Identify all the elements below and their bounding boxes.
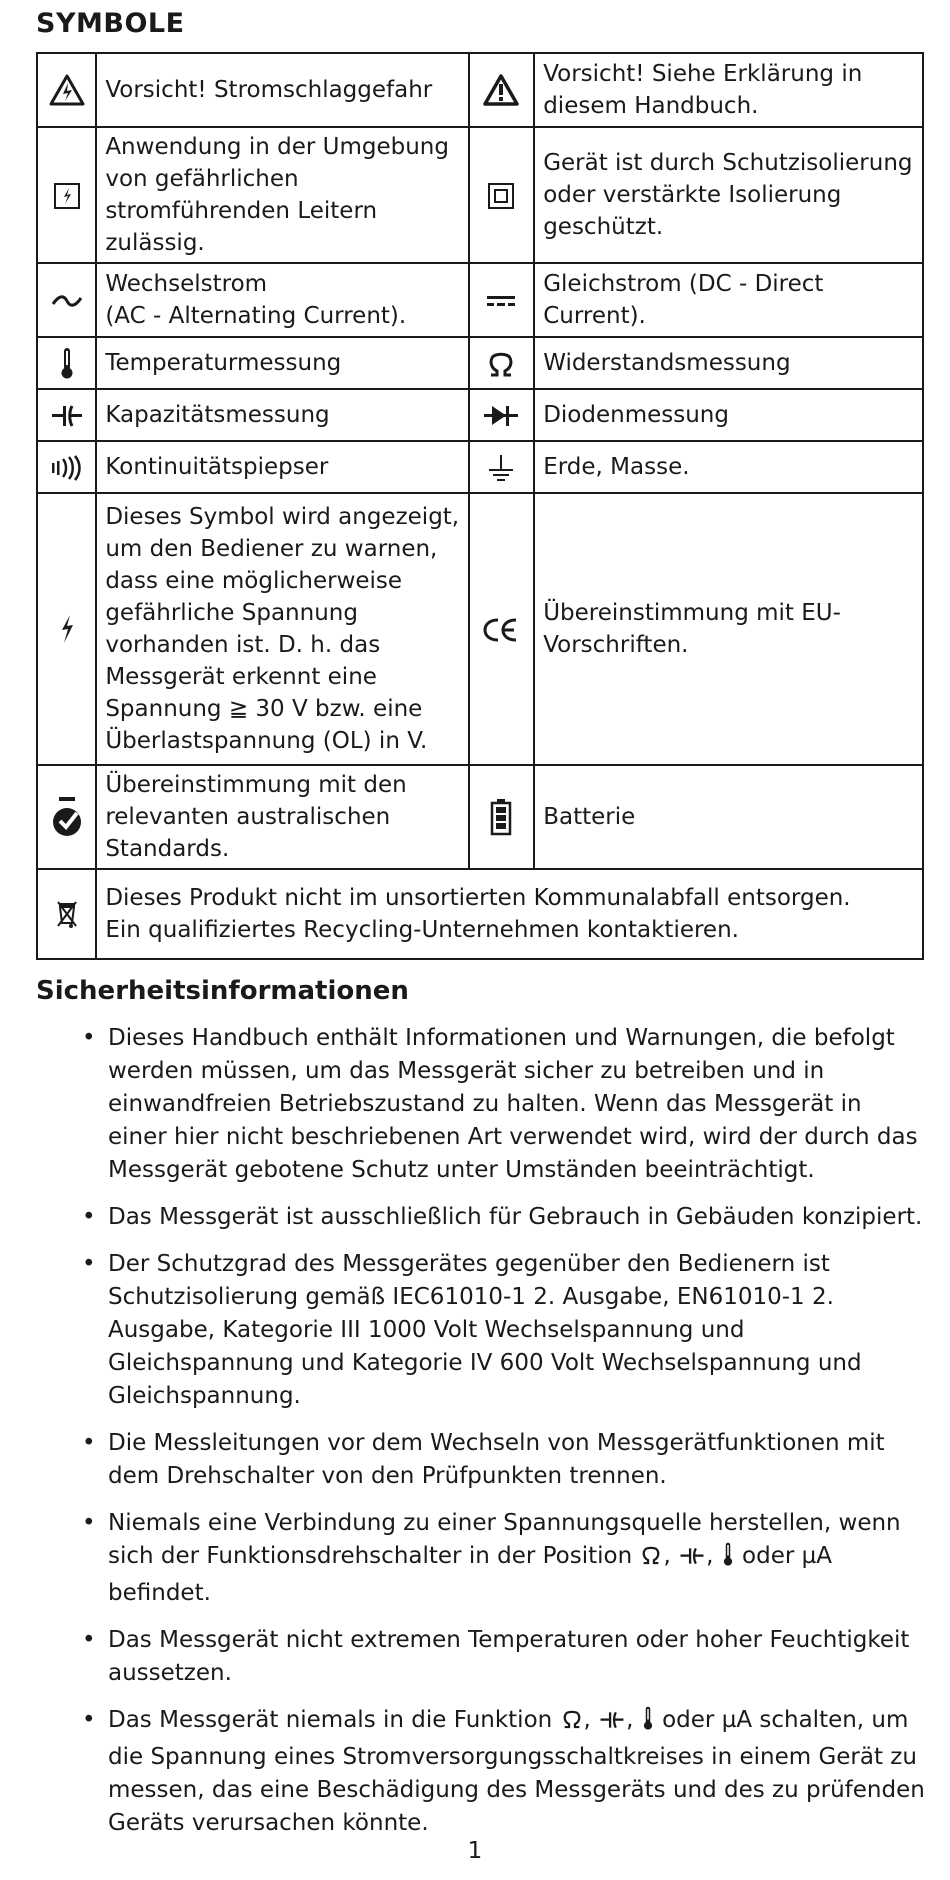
symbol-description: Vorsicht! Siehe Erklärung in diesem Handbuch.: [534, 53, 923, 127]
table-row: [37, 765, 923, 869]
table-row: [37, 441, 923, 493]
table-row: [37, 493, 923, 765]
double-insulation-icon: [486, 181, 516, 211]
symbol-description: Dieses Symbol wird angezeigt, um den Bediener zu warnen, dass eine möglicherweise gefährliche Spannung vorhanden ist. D. h. das Messgerät erkennt eine Spannung ≧ 30 V bzw. eine Überlastspannung (OL) in V.: [96, 493, 468, 765]
symbol-cell: [37, 493, 96, 765]
symbol-cell: [37, 389, 96, 441]
list-item: • Das Messgerät niemals in die Funktion , , oder µA schalten, um die Spannung eines Stromversorgungsschaltkreises in einem Gerät zu messen, das eine Beschädigung des Messgeräts und des zu prüfenden Geräts verursachen könnte.: [82, 1707, 925, 1836]
list-item: • Niemals eine Verbindung zu einer Spannungsquelle herstellen, wenn sich der Funktionsdrehschalter in der Position , , oder µA befindet.: [82, 1510, 901, 1606]
symbol-description: Vorsicht! Stromschlaggefahr: [96, 53, 468, 127]
list-item: • Die Messleitungen vor dem Wechseln von Messgerätfunktionen mit dem Drehschalter von den Prüfpunkten trennen.: [82, 1430, 885, 1489]
table-row: [37, 263, 923, 337]
thermometer-icon: [642, 1705, 654, 1741]
warning-triangle-icon: [482, 73, 520, 107]
weee-bin-icon: [56, 900, 78, 930]
symbol-cell: [469, 263, 534, 337]
symbol-description: Dieses Produkt nicht im unsortierten Kommunalabfall entsorgen. Ein qualifiziertes Recycling-Unternehmen kontaktieren.: [96, 869, 923, 959]
symbol-description: Kapazitätsmessung: [96, 389, 468, 441]
ohm-icon: [640, 1543, 662, 1577]
live-conductor-box-icon: [52, 181, 82, 211]
symbol-description: Widerstandsmessung: [534, 337, 923, 389]
thermometer-icon: [59, 346, 75, 380]
symbol-description: Anwendung in der Umgebung von gefährlichen stromführenden Leitern zulässig.: [96, 127, 468, 263]
battery-icon: [489, 798, 513, 836]
list-item: • Dieses Handbuch enthält Informationen und Warnungen, die befolgt werden müssen, um das Messgerät sicher zu betreiben und in einwandfreien Betriebszustand zu halten. Wenn das Messgerät in einer hier nicht beschriebenen Art verwendet wird, wird der durch das Messgerät gebotene Schutz unter Umständen beeinträchtigt.: [82, 1025, 918, 1183]
symbol-cell: [469, 337, 534, 389]
table-row: [37, 127, 923, 263]
symbol-description: Übereinstimmung mit EU-Vorschriften.: [534, 493, 923, 765]
symbol-cell: [37, 53, 96, 127]
symbol-cell: [469, 493, 534, 765]
dc-icon: [484, 293, 518, 309]
ohm-icon: [561, 1707, 583, 1741]
list-item: • Das Messgerät ist ausschließlich für Gebrauch in Gebäuden konzipiert.: [82, 1204, 923, 1230]
symbol-cell: [469, 765, 534, 869]
symbols-table: [36, 52, 924, 960]
ac-wave-icon: [50, 293, 84, 309]
section-title: Sicherheitsinformationen: [36, 976, 409, 1006]
ohm-icon: [486, 349, 516, 379]
capacitor-icon: [50, 403, 84, 429]
ground-icon: [487, 453, 515, 483]
symbol-description: Wechselstrom (AC - Alternating Current).: [96, 263, 468, 337]
list-item: • Der Schutzgrad des Messgerätes gegenüber den Bedienern ist Schutzisolierung gemäß IEC61010-1 2. Ausgabe, EN61010-1 2. Ausgabe, Kategorie III 1000 Volt Wechselspannung und Gleichspannung und Kategorie IV 600 Volt Wechselspannung und Gleichspannung.: [82, 1251, 862, 1409]
list-item: • Das Messgerät nicht extremen Temperaturen oder hoher Feuchtigkeit aussetzen.: [82, 1627, 910, 1686]
symbol-cell: [37, 441, 96, 493]
symbol-description: Kontinuitätspiepser: [96, 441, 468, 493]
ce-mark-icon: [481, 616, 521, 644]
diode-icon: [482, 403, 520, 429]
symbol-description: Übereinstimmung mit den relevanten australischen Standards.: [96, 765, 468, 869]
thermometer-icon: [722, 1541, 734, 1577]
symbol-description: Gleichstrom (DC - Direct Current).: [534, 263, 923, 337]
page-title: SYMBOLE: [36, 8, 185, 39]
symbol-description: Batterie: [534, 765, 923, 869]
capacitor-icon: [679, 1544, 705, 1577]
capacitor-icon: [599, 1708, 625, 1741]
table-row: [37, 389, 923, 441]
symbol-cell: [469, 53, 534, 127]
symbol-cell: [469, 441, 534, 493]
table-row: [37, 337, 923, 389]
symbol-cell: [469, 127, 534, 263]
symbol-cell: [37, 263, 96, 337]
safety-list: [36, 1022, 926, 1854]
beeper-icon: [49, 455, 85, 481]
table-row: [37, 53, 923, 127]
symbol-cell: [37, 337, 96, 389]
symbol-description: Gerät ist durch Schutzisolierung oder verstärkte Isolierung geschützt.: [534, 127, 923, 263]
symbol-cell: [469, 389, 534, 441]
symbol-cell: [37, 869, 96, 959]
table-row: [37, 869, 923, 959]
shock-hazard-triangle-icon: [48, 73, 86, 107]
ctick-icon: [51, 795, 83, 839]
symbol-description: Diodenmessung: [534, 389, 923, 441]
symbol-description: Temperaturmessung: [96, 337, 468, 389]
symbol-cell: [37, 127, 96, 263]
symbol-description: Erde, Masse.: [534, 441, 923, 493]
lightning-icon: [58, 613, 76, 645]
symbol-cell: [37, 765, 96, 869]
page-number: 1: [467, 1838, 483, 1864]
